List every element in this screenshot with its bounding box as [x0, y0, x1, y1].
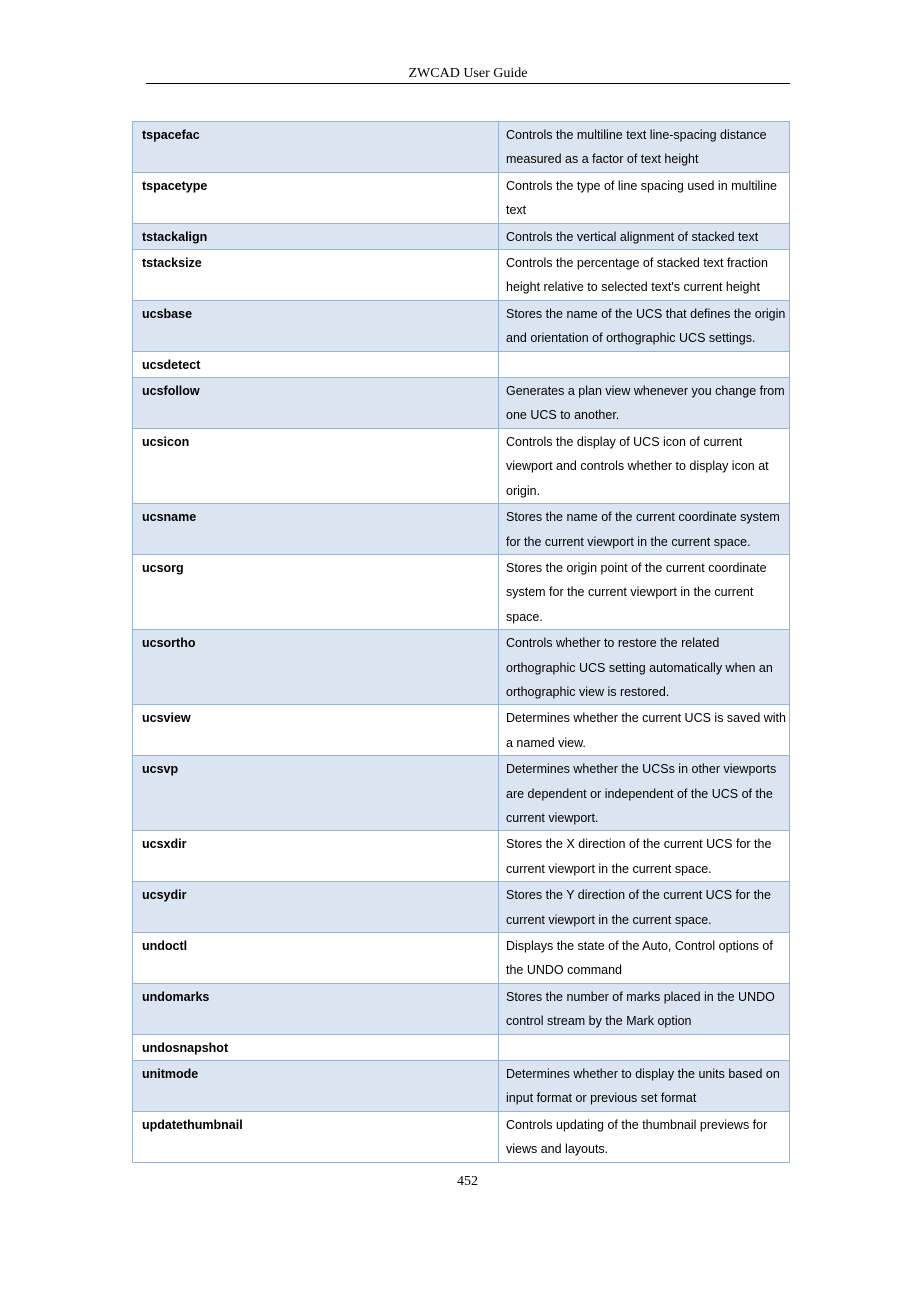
page-header: [146, 66, 790, 84]
variable-name: ucsdetect: [133, 351, 499, 377]
table-row: [133, 378, 790, 429]
system-variable-table: [132, 121, 790, 1163]
variable-description: Controls the percentage of stacked text fraction height relative to selected text's current height: [499, 250, 790, 301]
variable-name: undomarks: [133, 983, 499, 1034]
variable-description: Stores the origin point of the current coordinate system for the current viewport in the current space.: [499, 554, 790, 629]
table-row: [133, 351, 790, 377]
table-row: [133, 983, 790, 1034]
variable-name: ucsorg: [133, 554, 499, 629]
variable-description: [499, 351, 790, 377]
variable-description: Stores the X direction of the current UCS for the current viewport in the current space.: [499, 831, 790, 882]
table-row: [133, 428, 790, 503]
variable-name: ucsicon: [133, 428, 499, 503]
variable-description: Controls the vertical alignment of stacked text: [499, 223, 790, 249]
table-row: [133, 1061, 790, 1112]
table-row: [133, 933, 790, 984]
table-row: [133, 1034, 790, 1060]
variable-description: [499, 1034, 790, 1060]
variable-description: Controls the display of UCS icon of current viewport and controls whether to display icon at origin.: [499, 428, 790, 503]
variable-name: tstackalign: [133, 223, 499, 249]
variable-name: undoctl: [133, 933, 499, 984]
table-row: [133, 172, 790, 223]
variable-name: ucsbase: [133, 300, 499, 351]
variable-description: Determines whether the current UCS is saved with a named view.: [499, 705, 790, 756]
table-row: [133, 300, 790, 351]
variable-name: ucsydir: [133, 882, 499, 933]
variable-description: Determines whether to display the units based on input format or previous set format: [499, 1061, 790, 1112]
table-row: [133, 831, 790, 882]
variable-description: Displays the state of the Auto, Control options of the UNDO command: [499, 933, 790, 984]
variable-description: Stores the number of marks placed in the UNDO control stream by the Mark option: [499, 983, 790, 1034]
page-number: 452: [457, 1174, 478, 1189]
table-row: [133, 250, 790, 301]
variable-description: Determines whether the UCSs in other viewports are dependent or independent of the UCS of the current viewport.: [499, 756, 790, 831]
variable-description: Stores the Y direction of the current UCS for the current viewport in the current space.: [499, 882, 790, 933]
variable-name: ucsvp: [133, 756, 499, 831]
variable-name: updatethumbnail: [133, 1111, 499, 1162]
variable-name: ucsview: [133, 705, 499, 756]
variable-name: undosnapshot: [133, 1034, 499, 1060]
table-row: [133, 705, 790, 756]
variable-name: ucsxdir: [133, 831, 499, 882]
variable-description: Controls the type of line spacing used in multiline text: [499, 172, 790, 223]
table-row: [133, 630, 790, 705]
variable-description: Controls the multiline text line-spacing distance measured as a factor of text height: [499, 122, 790, 173]
table-row: [133, 882, 790, 933]
variable-description: Controls whether to restore the related orthographic UCS setting automatically when an orthographic view is restored.: [499, 630, 790, 705]
table-row: [133, 504, 790, 555]
document-title: ZWCAD User Guide: [408, 66, 528, 81]
table-row: [133, 122, 790, 173]
table-row: [133, 756, 790, 831]
variable-name: unitmode: [133, 1061, 499, 1112]
variable-name: ucsfollow: [133, 378, 499, 429]
variable-name: tspacefac: [133, 122, 499, 173]
table-row: [133, 554, 790, 629]
variable-description: Generates a plan view whenever you change from one UCS to another.: [499, 378, 790, 429]
variable-name: tstacksize: [133, 250, 499, 301]
variable-description: Stores the name of the UCS that defines the origin and orientation of orthographic UCS settings.: [499, 300, 790, 351]
table-row: [133, 223, 790, 249]
variable-description: Controls updating of the thumbnail previews for views and layouts.: [499, 1111, 790, 1162]
table-row: [133, 1111, 790, 1162]
variable-name: tspacetype: [133, 172, 499, 223]
variable-name: ucsortho: [133, 630, 499, 705]
variable-description: Stores the name of the current coordinate system for the current viewport in the current space.: [499, 504, 790, 555]
variable-name: ucsname: [133, 504, 499, 555]
